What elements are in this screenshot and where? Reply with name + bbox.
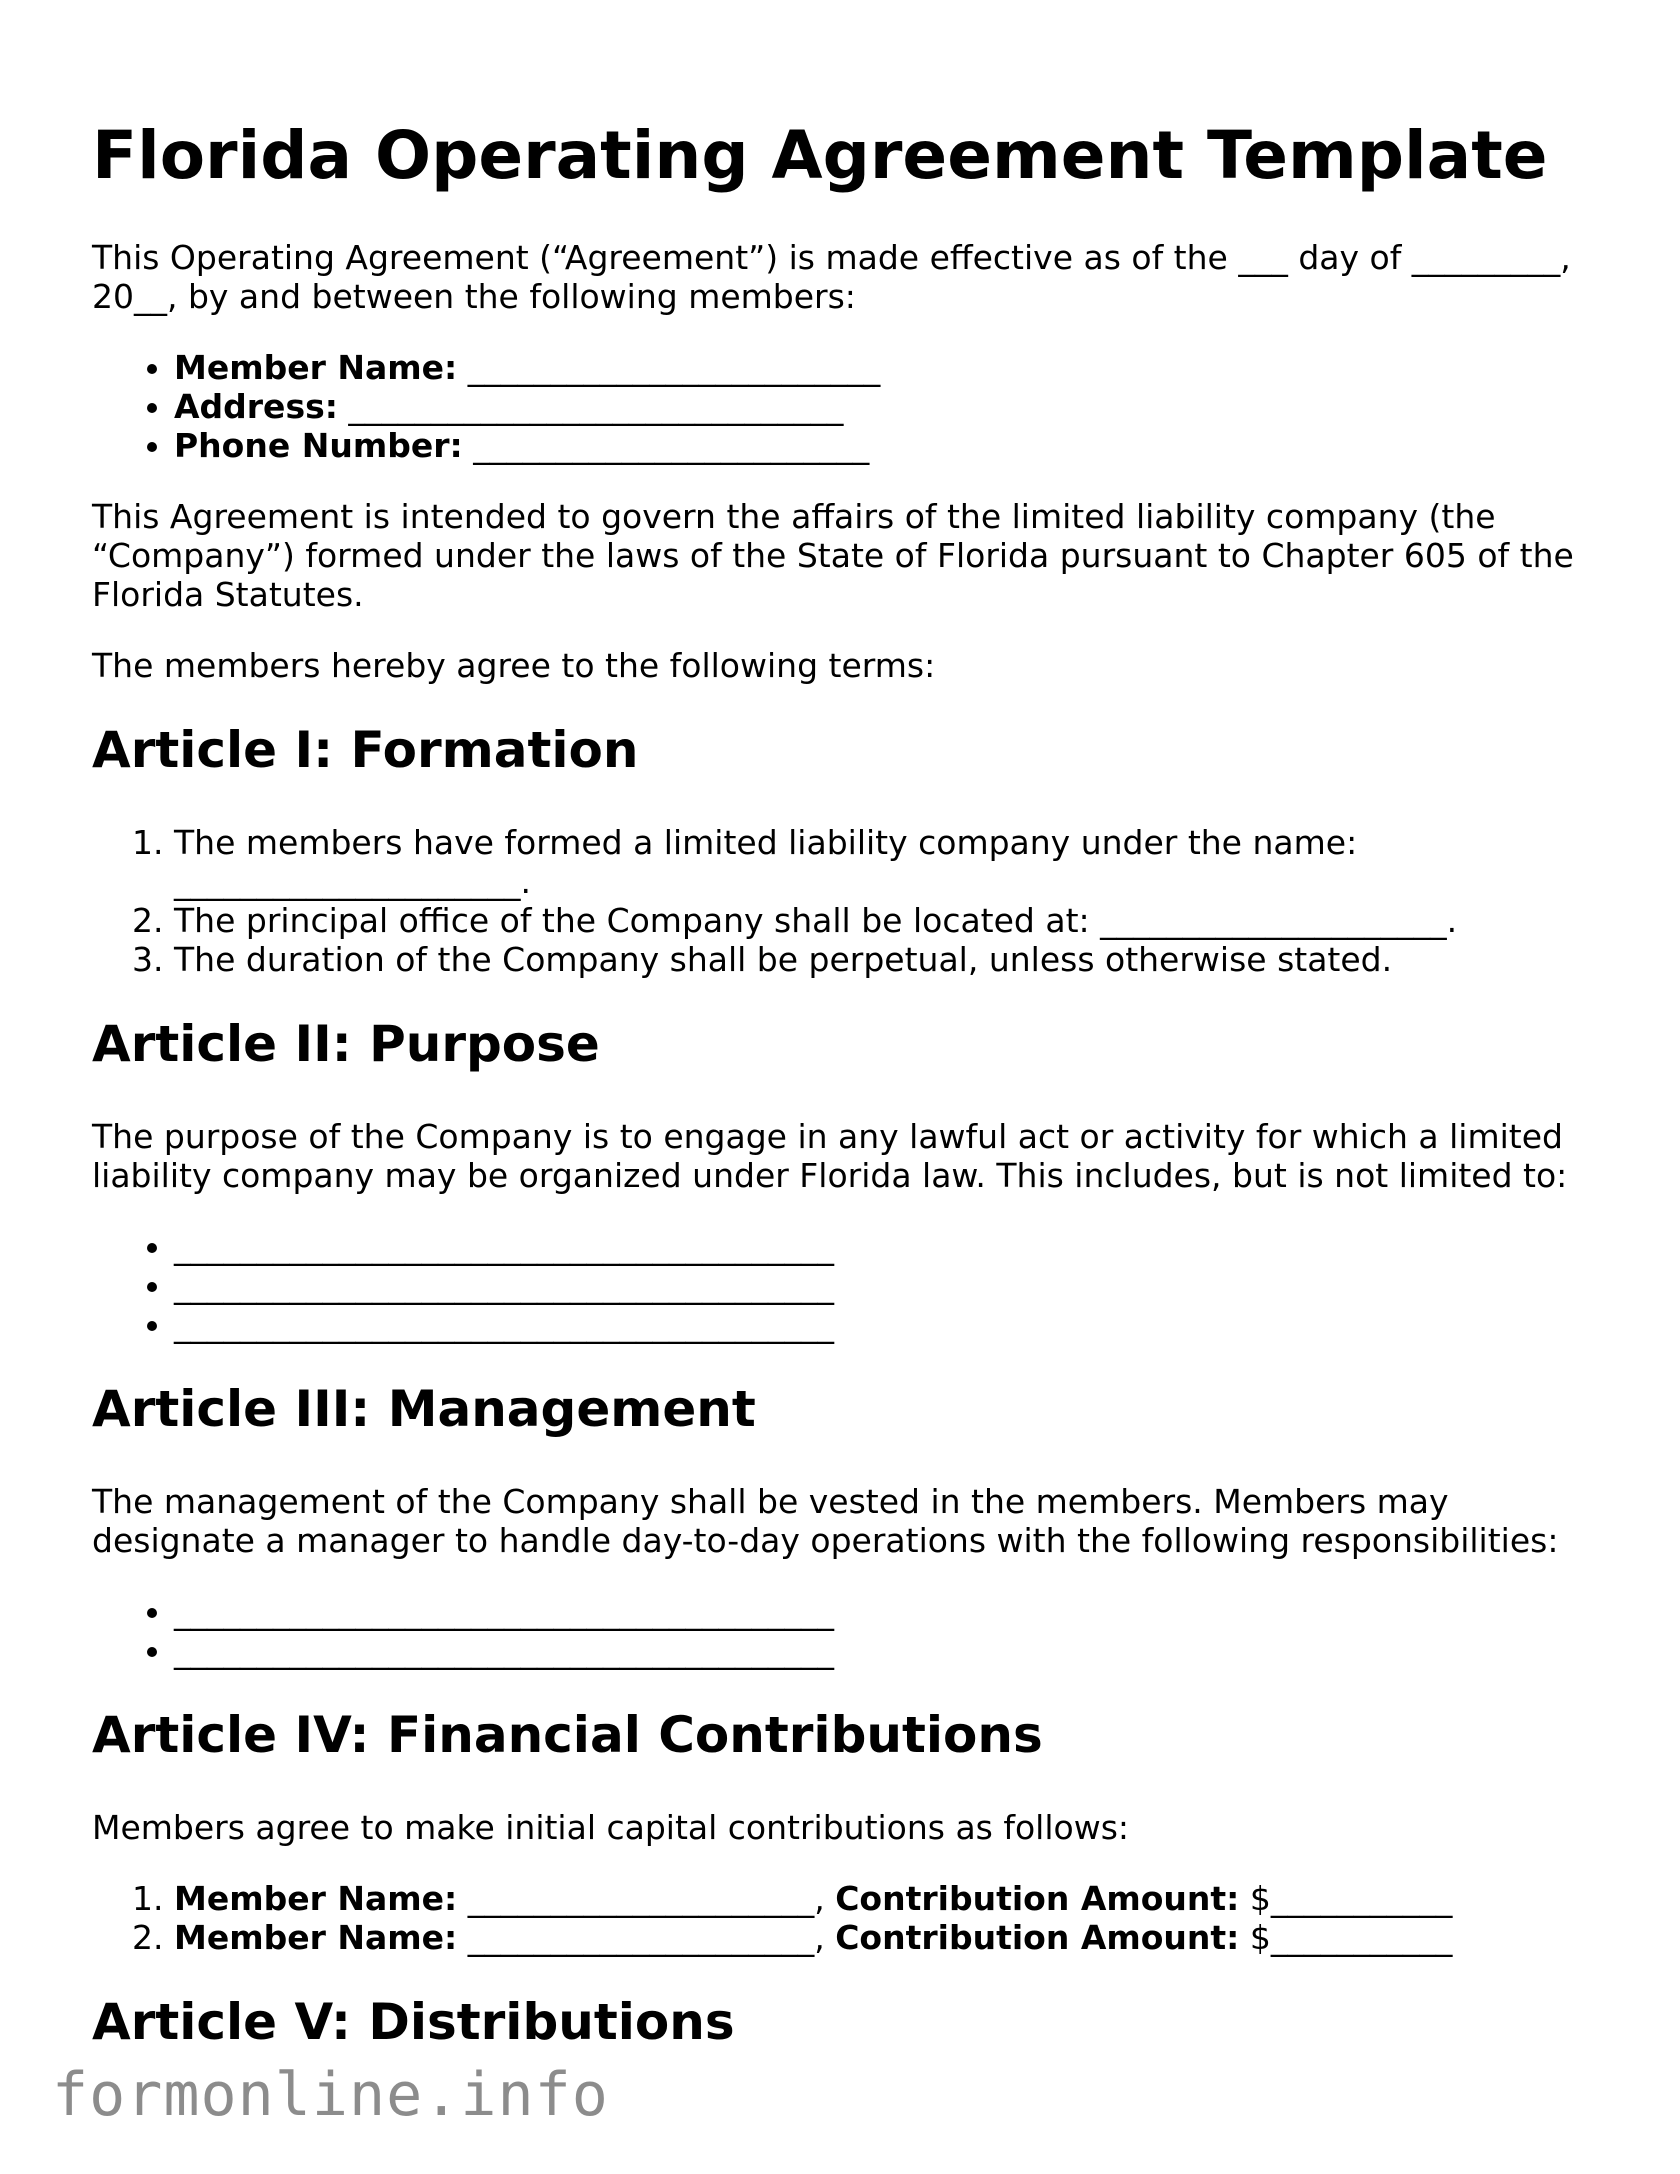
list-item: 1. The members have formed a limited liability company under the name: _____________________. (174, 823, 1612, 901)
article-4-heading: Article IV: Financial Contributions (92, 1706, 1043, 1764)
member-name-label: Member Name: (174, 1918, 458, 1957)
watermark-text: formonline.info (52, 2060, 609, 2130)
list-item: 2. The principal office of the Company shall be located at: _____________________. (174, 901, 1612, 940)
article-1-list (92, 823, 1612, 979)
article-2-paragraph: The purpose of the Company is to engage in any lawful act or activity for which a limited liability company may be organized under Florida law. This includes, but is not limited to: (92, 1117, 1568, 1195)
article-3-heading: Article III: Management (92, 1380, 756, 1438)
separator: , (814, 1879, 836, 1918)
separator: , (814, 1918, 836, 1957)
phone-number-label: Phone Number: (174, 426, 463, 465)
phone-number-blank: ________________________ (473, 426, 870, 465)
contribution-amount-blank: $___________ (1249, 1879, 1453, 1918)
member-name-blank: _____________________ (467, 1879, 815, 1918)
list-item (174, 426, 1612, 465)
list-item (174, 1879, 1612, 1918)
article-4-paragraph: Members agree to make initial capital contributions as follows: (92, 1808, 1130, 1847)
list-item: • ________________________________________ (174, 1592, 1612, 1631)
contribution-amount-label: Contribution Amount: (835, 1918, 1240, 1957)
article-2-list (92, 1227, 1612, 1344)
article-4-list (92, 1879, 1612, 1957)
document-title: Florida Operating Agreement Template (92, 117, 1548, 194)
article-2-heading: Article II: Purpose (92, 1015, 600, 1073)
intro-paragraph: This Operating Agreement (“Agreement”) is made effective as of the ___ day of _________, 20__, by and between the following members: (92, 238, 1571, 316)
list-item (174, 1918, 1612, 1957)
list-item: • ________________________________________ (174, 1305, 1612, 1344)
list-item: • ________________________________________ (174, 1631, 1612, 1670)
contribution-amount-label: Contribution Amount: (835, 1879, 1240, 1918)
address-label: Address: (174, 387, 338, 426)
agree-paragraph: The members hereby agree to the following terms: (92, 646, 936, 685)
article-5-heading: Article V: Distributions (92, 1993, 735, 2051)
member-name-label: Member Name: (174, 348, 458, 387)
member-name-blank: _________________________ (467, 348, 881, 387)
member-name-label: Member Name: (174, 1879, 458, 1918)
list-item: 3. The duration of the Company shall be perpetual, unless otherwise stated. (174, 940, 1612, 979)
list-item: • ________________________________________ (174, 1227, 1612, 1266)
contribution-amount-blank: $___________ (1249, 1918, 1453, 1957)
list-item: • ________________________________________ (174, 1266, 1612, 1305)
list-item (174, 348, 1612, 387)
member-info-list (92, 348, 1612, 465)
member-name-blank: _____________________ (467, 1918, 815, 1957)
article-3-paragraph: The management of the Company shall be vested in the members. Members may designate a manager to handle day-to-day operations with the following responsibilities: (92, 1482, 1559, 1560)
list-item (174, 387, 1612, 426)
article-1-heading: Article I: Formation (92, 721, 639, 779)
governance-paragraph: This Agreement is intended to govern the affairs of the limited liability company (the “Company”) formed under the laws of the State of Florida pursuant to Chapter 605 of the Florida Statutes. (92, 497, 1574, 614)
document-page (92, 112, 1612, 2095)
article-3-list (92, 1592, 1612, 1670)
address-blank: ______________________________ (348, 387, 844, 426)
